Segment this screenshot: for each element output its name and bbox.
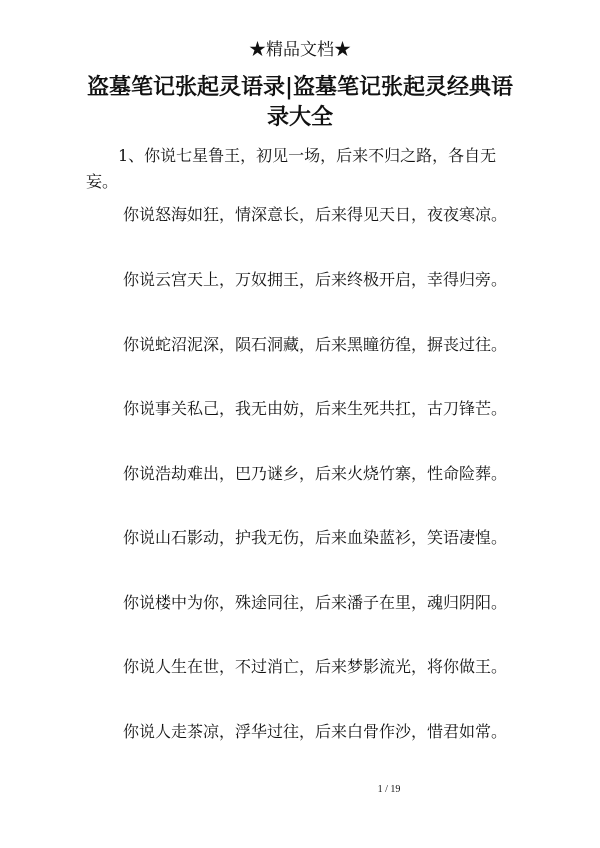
quote-line: 你说山石影动，护我无伤，后来血染蓝衫，笑语凄惶。	[123, 528, 508, 547]
quote-line: 你说云宫天上，万奴拥王，后来终极开启，幸得归旁。	[123, 270, 508, 289]
quote-line: 你说怒海如狂，情深意长，后来得见天日，夜夜寒凉。	[123, 205, 508, 224]
page-number: 1 / 19	[377, 784, 401, 795]
quote-line: 你说事关私己，我无由妨，后来生死共扛，古刀锋芒。	[123, 399, 508, 418]
quote-line: 你说人走茶凉，浮华过往，后来白骨作沙，惜君如常。	[123, 722, 508, 741]
quote-line: 你说楼中为你，殊途同往，后来潘子在里，魂归阴阳。	[123, 593, 508, 612]
quote-line: 你说浩劫难出，巴乃谜乡，后来火烧竹寨，性命险葬。	[123, 464, 508, 483]
quote-line: 你说人生在世，不过消亡，后来梦影流光，将你做王。	[123, 657, 508, 676]
document-header: ★精品文档★	[249, 40, 351, 60]
quote-line: 你说蛇沼泥深，陨石洞藏，后来黑瞳彷徨，摒丧过往。	[123, 335, 508, 354]
document-title: 盗墓笔记张起灵语录|盗墓笔记张起灵经典语录大全	[86, 74, 513, 130]
first-paragraph: 1、你说七星鲁王，初见一场，后来不归之路，各自无妄。	[86, 146, 497, 191]
